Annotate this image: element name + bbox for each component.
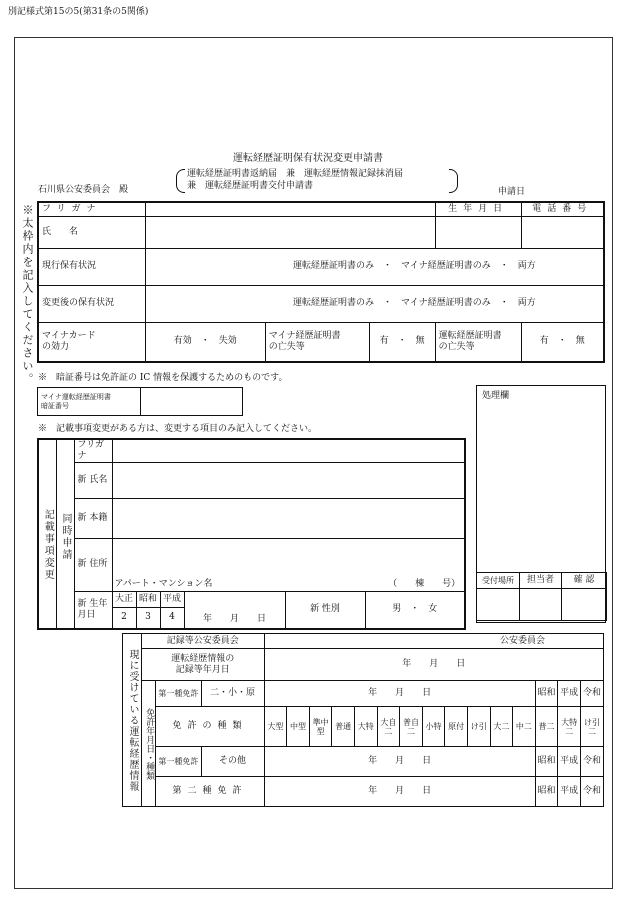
new-domicile-label: 新 本籍	[74, 498, 112, 538]
other-era-reiwa[interactable]: 令和	[580, 747, 603, 777]
first-class-date[interactable]: 年 月 日	[264, 681, 535, 707]
cert-loss-label: 運転経歴証明書 の亡失等	[435, 322, 521, 362]
side-note: ※太枠内を記入してください。	[21, 204, 34, 386]
receipt-confirm-field[interactable]	[562, 589, 607, 621]
subtitle-block	[176, 169, 458, 193]
first-era-reiwa[interactable]: 令和	[580, 681, 603, 707]
receipt-person-field[interactable]	[520, 589, 562, 621]
new-address-field[interactable]	[112, 538, 465, 591]
new-domicile-field[interactable]	[112, 498, 465, 538]
subtitle-line1: 運転経歴証明書返納届 兼 運転経歴情報記録抹消届	[187, 169, 404, 179]
other-era-showa[interactable]: 昭和	[535, 747, 558, 777]
first-class-value: 二・小・原	[201, 681, 264, 707]
second-class-label: 第二種免許	[156, 777, 264, 807]
first-class-label: 第一種免許	[156, 681, 201, 707]
license-type-0[interactable]: 大型	[264, 707, 287, 747]
license-type-6[interactable]: 普自二	[400, 707, 423, 747]
phone-label: 電話番号	[521, 202, 604, 216]
subtitle-line2: 兼 運転経歴証明書交付申請書	[187, 181, 314, 191]
new-name-label: 新 氏名	[74, 462, 112, 498]
license-type-13[interactable]: 大特二	[558, 707, 581, 747]
license-type-2[interactable]: 準中型	[309, 707, 332, 747]
receipt-person-label: 担当者	[520, 573, 562, 589]
receipt-place-field[interactable]	[477, 589, 520, 621]
license-type-14[interactable]: け引二	[580, 707, 603, 747]
after-status-options[interactable]: 運転経歴証明書のみ ・ マイナ経歴証明書のみ ・ 両方	[145, 285, 604, 322]
new-name-field[interactable]	[112, 462, 465, 498]
new-gender-options[interactable]: 男 ・ 女	[365, 591, 465, 629]
form-title: 運転経歴証明保有状況変更申請書	[233, 153, 383, 164]
form-reference: 別記様式第15の5(第31条の5関係)	[8, 7, 149, 17]
license-type-9[interactable]: け引	[467, 707, 490, 747]
dob-field[interactable]	[435, 216, 521, 248]
license-type-7[interactable]: 小特	[422, 707, 445, 747]
record-date-field[interactable]: 年 月 日	[264, 649, 603, 681]
recording-committee-field[interactable]: 公安委員会	[264, 634, 603, 649]
new-dob-ymd[interactable]: 年 月 日	[184, 591, 285, 629]
license-type-8[interactable]: 原付	[445, 707, 468, 747]
era-taisho: 大正	[112, 591, 136, 607]
change-side-label: 記載事項変更	[38, 439, 56, 629]
first-class-other-label: 第一種免許	[156, 747, 201, 777]
change-note: ※ 記載事項変更がある方は、変更する項目のみ記入してください。	[38, 424, 318, 434]
receipt-confirm-label: 確 認	[562, 573, 607, 589]
first-class-other-date[interactable]: 年 月 日	[264, 747, 535, 777]
pin-label: マイナ運転経歴証明書 暗証番号	[38, 388, 141, 416]
furigana-field[interactable]	[145, 202, 435, 216]
new-dob-label: 新 生年月日	[74, 591, 112, 629]
change-table	[37, 438, 466, 630]
pin-table	[37, 387, 243, 416]
cert-loss-options[interactable]: 有 ・ 無	[521, 322, 604, 362]
first-era-heisei[interactable]: 平成	[558, 681, 581, 707]
addressee: 石川県公安委員会 殿	[38, 185, 129, 195]
myna-cert-loss-label: マイナ経歴証明書 の亡失等	[265, 322, 369, 362]
era-num-showa[interactable]: 3	[136, 607, 160, 629]
license-type-10[interactable]: 大二	[490, 707, 513, 747]
receipt-place-label: 受付場所	[477, 573, 520, 589]
license-types-label: 免許の種類	[156, 707, 264, 747]
license-type-4[interactable]: 大特	[354, 707, 377, 747]
era-showa: 昭和	[136, 591, 160, 607]
era-num-heisei[interactable]: 4	[160, 607, 184, 629]
record-date-label: 運転経歴情報の 記録等年月日	[142, 649, 265, 681]
pin-note: ※ 暗証番号は免許証の IC 情報を保護するためのものです。	[38, 373, 288, 383]
other-era-heisei[interactable]: 平成	[558, 747, 581, 777]
phone-field[interactable]	[521, 216, 604, 248]
new-address-label: 新 住所	[74, 538, 112, 591]
name-label: 氏 名	[38, 216, 145, 248]
name-field[interactable]	[145, 216, 435, 248]
era-heisei: 平成	[160, 591, 184, 607]
license-type-5[interactable]: 大自二	[377, 707, 400, 747]
change-furigana-field[interactable]	[112, 439, 465, 462]
first-era-showa[interactable]: 昭和	[535, 681, 558, 707]
dob-label: 生年月日	[435, 202, 521, 216]
change-furigana-label: フリガナ	[74, 439, 112, 462]
current-status-options[interactable]: 運転経歴証明書のみ ・ マイナ経歴証明書のみ ・ 両方	[145, 248, 604, 285]
license-type-11[interactable]: 中二	[513, 707, 536, 747]
license-table	[122, 633, 604, 807]
apartment-label: アパート・マンション名	[114, 578, 213, 589]
furigana-label: フリガナ	[38, 202, 145, 216]
first-class-other-value: その他	[201, 747, 264, 777]
era-num-taisho[interactable]: 2	[112, 607, 136, 629]
license-type-3[interactable]: 普通	[332, 707, 355, 747]
license-type-1[interactable]: 中型	[287, 707, 310, 747]
mynacard-label: マイナカード の効力	[38, 322, 145, 362]
bottom-side-label: 現に受けている運転経歴情報	[123, 634, 142, 807]
main-table	[37, 201, 605, 363]
pin-field[interactable]	[141, 388, 243, 416]
receipt-table	[476, 572, 607, 621]
second-era-showa[interactable]: 昭和	[535, 777, 558, 807]
second-era-reiwa[interactable]: 令和	[580, 777, 603, 807]
license-type-12[interactable]: 普二	[535, 707, 558, 747]
myna-cert-loss-options[interactable]: 有 ・ 無	[369, 322, 435, 362]
mynacard-validity[interactable]: 有効 ・ 失効	[145, 322, 265, 362]
issue-label: 免許年月日・種類	[142, 681, 156, 807]
new-gender-label: 新 性別	[285, 591, 365, 629]
after-status-label: 変更後の保有状況	[38, 285, 145, 322]
change-sub-label: 同時申請	[56, 439, 74, 629]
processing-label: 処理欄	[482, 391, 510, 401]
apply-date-label: 申請日	[498, 187, 526, 197]
second-era-heisei[interactable]: 平成	[558, 777, 581, 807]
second-class-date[interactable]: 年 月 日	[264, 777, 535, 807]
current-status-label: 現行保有状況	[38, 248, 145, 285]
recording-committee-label: 記録等公安委員会	[142, 634, 265, 649]
building-label: （ 棟 号）	[388, 578, 461, 589]
